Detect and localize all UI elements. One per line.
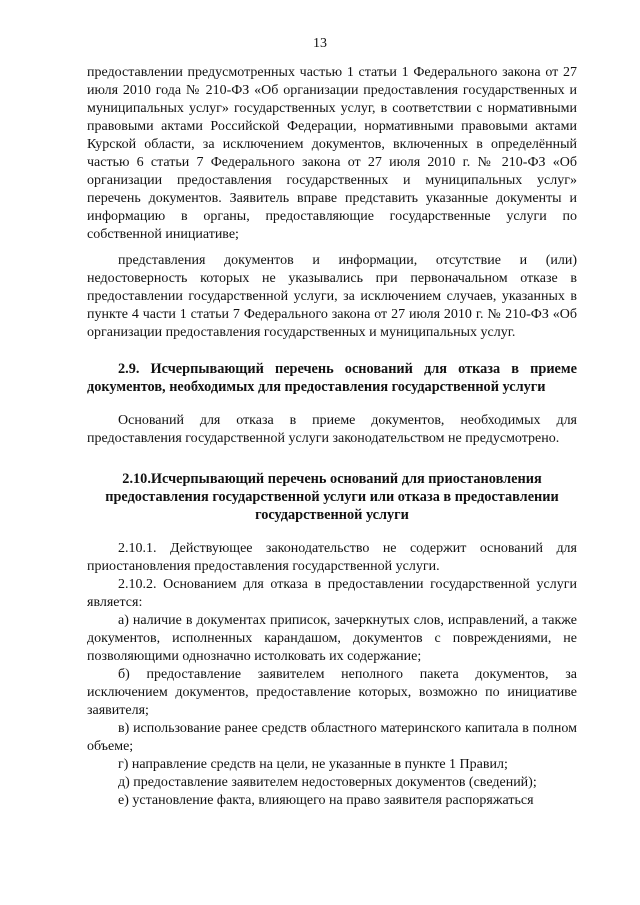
section-heading-2-10: 2.10.Исчерпывающий перечень оснований для приостановления предоставления государственной услуги или отказа в предоставлении государственной услуги	[105, 471, 559, 523]
list-item-a: а) наличие в документах приписок, зачеркнутых слов, исправлений, а также документов, исполненных карандашом, документов с повреждениями, не позволяющими однозначно истолковать их содержание;	[87, 613, 577, 664]
section-heading-2-9: 2.9. Исчерпывающий перечень оснований для отказа в приеме документов, необходимых для предоставления государственной услуги	[87, 361, 577, 395]
list-item-e: е) установление факта, влияющего на право заявителя распоряжаться	[118, 793, 534, 808]
paragraph-2-10-1: 2.10.1. Действующее законодательство не содержит оснований для приостановления предоставления государственной услуги.	[87, 541, 577, 574]
page-number: 13	[313, 36, 327, 51]
list-item-d: д) предоставление заявителем недостоверных документов (сведений);	[118, 775, 537, 790]
list-item-g: г) направление средств на цели, не указанные в пункте 1 Правил;	[118, 757, 508, 772]
page-content	[87, 64, 577, 810]
list-item-v: в) использование ранее средств областного материнского капитала в полном объеме;	[87, 721, 577, 754]
paragraph-continuation: предоставлении предусмотренных частью 1 статьи 1 Федерального закона от 27 июля 2010 года № 210-ФЗ «Об организации предоставления государственных и муниципальных услуг» государственных услуг, в соответствии с нормативными правовыми актами Российской Федерации, нормативными правовыми актами Курской области, за исключением документов, включенных в определённый частью 6 статьи 7 Федерального закона от 27 июля 2010 г. № 210-ФЗ «Об организации предоставления государственных и муниципальных услуг» перечень документов. Заявитель вправе представить указанные документы и информацию в органы, предоставляющие государственные услуги по собственной инициативе;	[87, 65, 577, 242]
section-2-9-body: Оснований для отказа в приеме документов, необходимых для предоставления государственной услуги законодательством не предусмотрено.	[87, 413, 577, 446]
paragraph-2-10-2: 2.10.2. Основанием для отказа в предоставлении государственной услуги является:	[87, 577, 577, 610]
paragraph-representation: представления документов и информации, отсутствие и (или) недостоверность которых не указывались при первоначальном отказе в предоставлении государственной услуги, за исключением случаев, указанных в пункте 4 части 1 статьи 7 Федерального закона от 27 июля 2010 г. № 210-ФЗ «Об организации предоставления государственных и муниципальных услуг.	[87, 253, 577, 340]
list-item-b: б) предоставление заявителем неполного пакета документов, за исключением документов, предоставление которых, возможно по инициативе заявителя;	[87, 667, 577, 718]
